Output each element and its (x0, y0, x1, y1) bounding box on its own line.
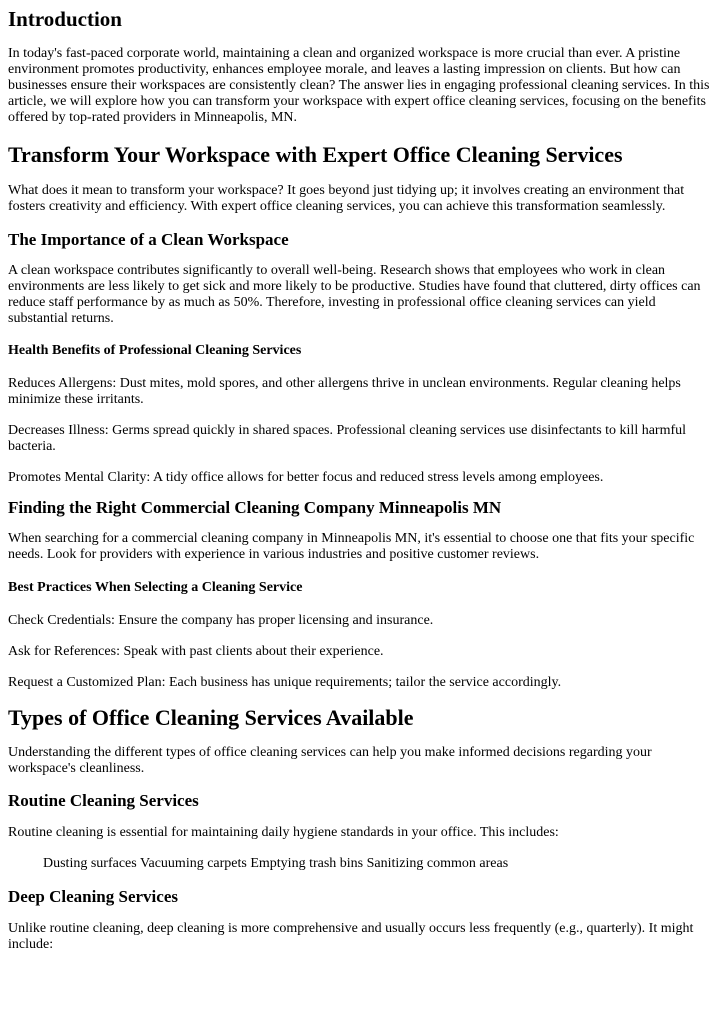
health-benefit-item: Promotes Mental Clarity: A tidy office allows for better focus and reduced stress levels among employees. (8, 470, 604, 485)
importance-paragraph: A clean workspace contributes significantly to overall well-being. Research shows that employees who work in clean environments are less likely to get sick and more likely to be productive. Studies have found that cluttered, dirty offices can reduce staff performance by as much as 50%. Therefore, investing in professional office cleaning services can yield substantial returns. (8, 263, 701, 326)
routine-paragraph: Routine cleaning is essential for maintaining daily hygiene standards in your office. This includes: (8, 825, 559, 840)
transform-paragraph: What does it mean to transform your workspace? It goes beyond just tidying up; it involves creating an environment that fosters creativity and efficiency. With expert office cleaning services, you can achieve this transformation seamlessly. (8, 183, 685, 214)
finding-company-heading: Finding the Right Commercial Cleaning Company Minneapolis MN (8, 498, 502, 517)
finding-company-paragraph: When searching for a commercial cleaning company in Minneapolis MN, it's essential to choose one that fits your specific needs. Look for providers with experience in various industries and positive customer reviews. (8, 531, 695, 562)
transform-heading: Transform Your Workspace with Expert Office Cleaning Services (8, 142, 623, 167)
routine-heading: Routine Cleaning Services (8, 791, 199, 810)
routine-task-list: Dusting surfaces Vacuuming carpets Emptying trash bins Sanitizing common areas (43, 856, 509, 871)
best-practice-item: Check Credentials: Ensure the company has proper licensing and insurance. (8, 613, 434, 628)
health-benefit-item: Decreases Illness: Germs spread quickly in shared spaces. Professional cleaning services use disinfectants to kill harmful bacteria. (8, 423, 687, 454)
intro-heading: Introduction (8, 7, 122, 31)
types-heading: Types of Office Cleaning Services Available (8, 705, 414, 730)
health-benefit-item: Reduces Allergens: Dust mites, mold spores, and other allergens thrive in unclean environments. Regular cleaning helps minimize these irritants. (8, 376, 681, 407)
best-practice-item: Ask for References: Speak with past clients about their experience. (8, 644, 384, 659)
intro-paragraph: In today's fast-paced corporate world, maintaining a clean and organized workspace is more crucial than ever. A pristine environment promotes productivity, enhances employee morale, and leaves a lasting impression on clients. But how can businesses ensure their workspaces are consistently clean? The answer lies in engaging professional cleaning services. In this article, we will explore how you can transform your workspace with expert office cleaning services, focusing on the benefits offered by top-rated providers in Minneapolis, MN. (8, 46, 710, 125)
deep-cleaning-heading: Deep Cleaning Services (8, 887, 178, 906)
importance-heading: The Importance of a Clean Workspace (8, 230, 289, 249)
health-benefits-heading: Health Benefits of Professional Cleaning Services (8, 343, 302, 358)
types-paragraph: Understanding the different types of office cleaning services can help you make informed decisions regarding your workspace's cleanliness. (8, 745, 652, 776)
best-practices-heading: Best Practices When Selecting a Cleaning Service (8, 580, 303, 595)
deep-cleaning-paragraph: Unlike routine cleaning, deep cleaning is more comprehensive and usually occurs less frequently (e.g., quarterly). It might include: (8, 921, 694, 952)
best-practice-item: Request a Customized Plan: Each business has unique requirements; tailor the service accordingly. (8, 675, 562, 690)
